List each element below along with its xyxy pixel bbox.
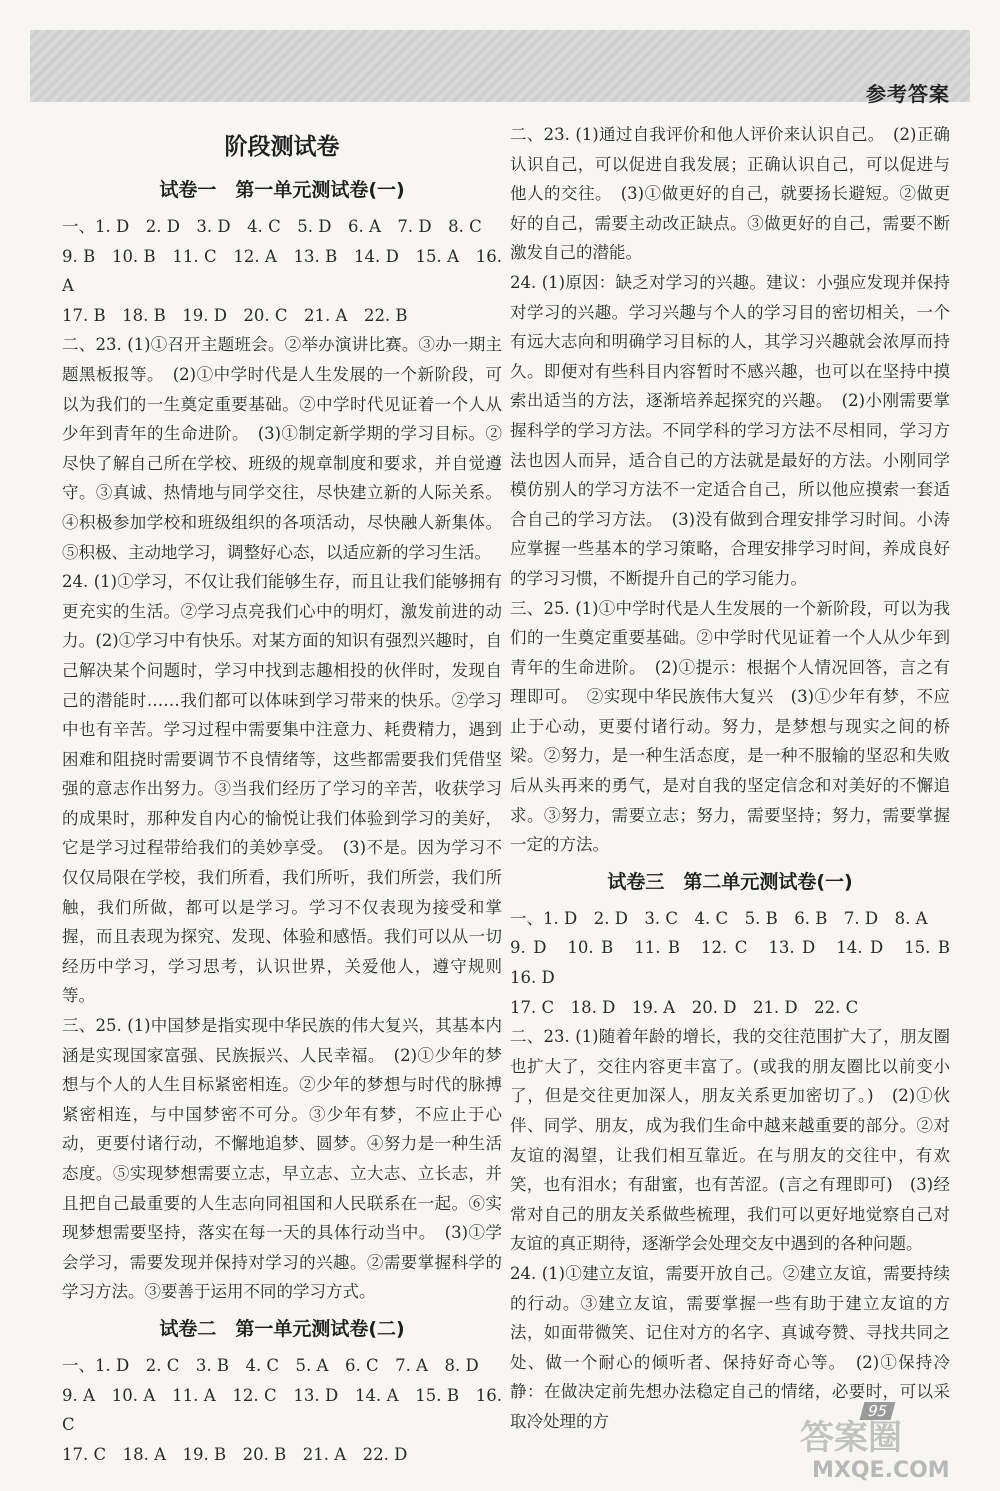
- answer-paragraph: 一、1. D 2. D 3. C 4. C 5. B 6. B 7. D 8. A 9. D 10. B 11. B 12. C 13. D 14. D 15. B 16. D 17. C 18. D 19. A 20. D 21. D 22. C: [510, 908, 950, 1017]
- answer-paragraph: 24. (1)①学习，不仅让我们能够生存，而且让我们能够拥有更充实的生活。②学习点亮我们心中的明灯，激发前进的动力。(2)①学习中有快乐。对某方面的知识有强烈兴趣时，自己解决某个问题时，学习中找到志趣相投的伙伴时，发现自己的潜能时……我们都可以体味到学习带来的快乐。②学习中也有辛苦。学习过程中需要集中注意力、耗费精力，遇到困难和阻挠时需要调节不良情绪等，这些都需要我们凭借坚强的意志作出努力。③当我们经历了学习的辛苦，收获学习的成果时，那种发自内心的愉悦让我们体验到学习的美好，它是学习过程带给我们的美妙享受。 (3)不是。因为学习不仅仅局限在学校，我们所看，我们所听，我们所尝，我们所触，我们所做，都可以是学习。学习不仅表现为接受和掌握，而且表现为探究、发现、体验和感悟。我们可以从一切经历中学习，学习思考，认识世界，关爱他人，遵守规则等。: [62, 572, 502, 1006]
- page-title: 阶段测试卷: [224, 134, 340, 160]
- header-label: 参考答案: [866, 82, 950, 106]
- page-number: 95: [860, 1402, 896, 1420]
- answer-paragraph: 一、1. D 2. D 3. D 4. C 5. D 6. A 7. D 8. C 9. B 10. B 11. C 12. A 13. B 14. D 15. A 16. A 17. B 18. B 19. D 20. C 21. A 22. B: [62, 217, 502, 325]
- answer-paragraph: 三、25. (1)中国梦是指实现中华民族的伟大复兴，其基本内涵是实现国家富强、民族振兴、人民幸福。 (2)①少年的梦想与个人的人生目标紧密相连。②少年的梦想与时代的脉搏紧密相连，与中国梦密不可分。③少年有梦，不应止于心动，更要付诸行动，不懈地追梦、圆梦。④努力是一种生活态度。⑤实现梦想需要立志，早立志、立大志、立长志，并且把自己最重要的人生志向同祖国和人民联系在一起。⑥实现梦想需要坚持，落实在每一天的具体行动当中。 (3)①学会学习，需要发现并保持对学习的兴趣。②需要掌握科学的学习方法。③要善于运用不同的学习方式。: [62, 1016, 502, 1302]
- section-title-3: 试卷三 第二单元测试卷(一): [607, 870, 853, 893]
- section-title-1: 试卷一 第一单元测试卷(一): [159, 179, 405, 201]
- answer-paragraph: 二、23. (1)通过自我评价和他人评价来认识自己。 (2)正确认识自己，可以促进自我发展；正确认识自己，可以促进与他人的交往。 (3)①做更好的自己，就要扬长避短。②做更好的自己，需要主动改正缺点。③做更好的自己，需要不断激发自己的潜能。: [510, 125, 950, 263]
- header-band: [30, 30, 970, 102]
- watermark-url: MXQE.COM: [812, 1458, 950, 1483]
- answer-paragraph: 24. (1)①建立友谊，需要开放自己。②建立友谊，需要持续的行动。③建立友谊，需要掌握一些有助于建立友谊的方法，如面带微笑、记住对方的名字、真诚夸赞、寻找共同之处、做一个耐心的倾听者、保持好奇心等。 (2)①保持冷静：在做决定前先想办法稳定自己的情绪，必要时，可以采取冷处理的方: [510, 1263, 950, 1431]
- answer-paragraph: 三、25. (1)①中学时代是人生发展的一个新阶段，可以为我们的一生奠定重要基础。②中学时代见证着一个人从少年到青年的生命进阶。 (2)①提示：根据个人情况回答，言之有理即可。 ②实现中华民族伟大复兴 (3)①少年有梦，不应止于心动，更要付诸行动。努力，是梦想与现实之间的桥梁。②努力，是一种生活态度，是一种不服输的坚忍和失败后从头再来的勇气，是对自我的坚定信念和对美好的不懈追求。③努力，需要立志；努力，需要坚持；努力，需要掌握一定的方法。: [510, 598, 950, 855]
- answer-paragraph: 二、23. (1)①召开主题班会。②举办演讲比赛。③办一期主题黑板报等。 (2)①中学时代是人生发展的一个新阶段，可以为我们的一生奠定重要基础。②中学时代见证着一个人从少年到青年的生命进阶。 (3)①制定新学期的学习目标。②尽快了解自己所在学校、班级的规章制度和要求，并自觉遵守。③真诚、热情地与同学交往，尽快建立新的人际关系。④积极参加学校和班级组织的各项活动，尽快融人新集体。⑤积极、主动地学习，调整好心态，以适应新的学习生活。: [62, 335, 502, 562]
- section-title-2: 试卷二 第一单元测试卷(二): [159, 1317, 405, 1340]
- answer-paragraph: 一、1. D 2. C 3. B 4. C 5. A 6. C 7. A 8. D 9. A 10. A 11. A 12. C 13. D 14. A 15. B 16. C 17. C 18. A 19. B 20. B 21. A 22. D: [62, 1355, 502, 1464]
- right-column: [510, 120, 950, 1437]
- answer-paragraph: 24. (1)原因：缺乏对学习的兴趣。建议：小强应发现并保持对学习的兴趣。学习兴趣与个人的学习目的密切相关，一个有远大志向和明确学习目标的人，其学习兴趣就会浓厚而持久。即便对有些科目内容暂时不感兴趣，也可以在坚持中摸索出适当的方法，逐渐培养起探究的兴趣。 (2)小刚需要掌握科学的学习方法。不同学科的学习方法不尽相同，学习方法也因人而异，适合自己的方法就是最好的方法。小刚同学模仿别人的学习方法不一定适合自己，所以他应摸索一套适合自己的学习方法。 (3)没有做到合理安排学习时间。小涛应掌握一些基本的学习策略，合理安排学习时间，养成良好的学习习惯，不断提升自己的学习能力。: [510, 272, 950, 588]
- watermark-logo: 答案圈: [800, 1418, 902, 1458]
- left-column: [62, 120, 502, 1469]
- answer-paragraph: 二、23. (1)随着年龄的增长，我的交往范围扩大了，朋友圈也扩大了，交往内容更丰富了。(或我的朋友圈比以前变小了，但是交往更加深人，朋友关系更加密切了。) (2)①伙伴、同学、朋友，成为我们生命中越来越重要的部分。②对友谊的渴望，让我们相互靠近。在与朋友的交往中，有欢笑，也有泪水；有甜蜜，也有苦涩。(言之有理即可) (3)经常对自己的朋友关系做些梳理，我们可以更好地觉察自己对友谊的真正期待，逐渐学会处理交友中遇到的各种问题。: [510, 1027, 950, 1254]
